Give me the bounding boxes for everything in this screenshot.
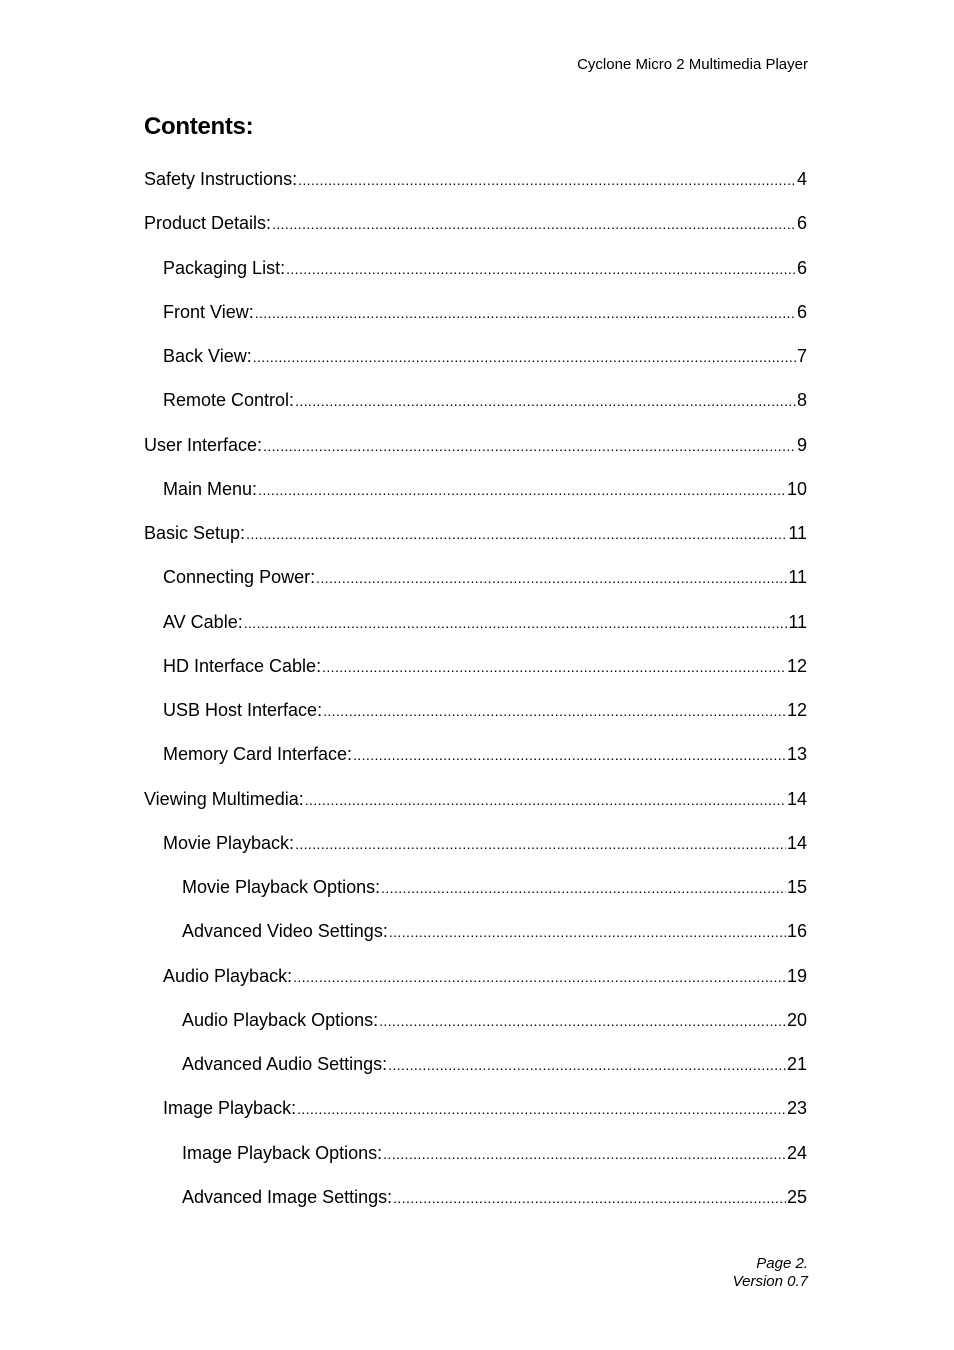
dot-leader <box>253 344 796 370</box>
toc-entry[interactable] <box>144 166 807 210</box>
toc-entry-title: Image Playback Options: <box>182 1142 383 1163</box>
toc-entry[interactable] <box>144 697 807 741</box>
dot-leader <box>293 964 786 990</box>
toc-entry[interactable] <box>144 210 807 254</box>
toc-entry-title: Advanced Audio Settings: <box>182 1054 388 1074</box>
toc-entry-title: Movie Playback: <box>163 832 295 853</box>
toc-entry-page-number: 8 <box>796 390 807 411</box>
toc-entry[interactable] <box>144 1184 807 1228</box>
toc-entry-title: Safety Instructions: <box>144 169 298 189</box>
dot-leader <box>383 1141 786 1167</box>
dot-leader <box>381 875 786 901</box>
toc-entry-page-number: 13 <box>786 744 807 765</box>
toc-entry-page-number: 10 <box>786 478 807 499</box>
page-footer <box>733 1255 808 1291</box>
dot-leader <box>286 256 796 282</box>
dot-leader <box>323 698 786 724</box>
toc-entry[interactable] <box>144 874 807 918</box>
toc-entry-page-number: 14 <box>786 832 807 853</box>
toc-entry-page-number: 16 <box>786 921 807 942</box>
toc-entry-title: AV Cable: <box>163 611 243 632</box>
dot-leader <box>379 1008 786 1034</box>
toc-entry-title: Front View: <box>163 301 254 322</box>
toc-entry-page-number: 20 <box>786 1009 807 1030</box>
toc-entry-title: Remote Control: <box>163 390 295 411</box>
dot-leader <box>255 300 796 326</box>
toc-entry-title: Advanced Image Settings: <box>182 1186 393 1207</box>
toc-entry-title: Advanced Video Settings: <box>182 921 388 942</box>
dot-leader <box>244 610 788 636</box>
toc-entry-page-number: 9 <box>796 434 807 455</box>
running-header: Cyclone Micro 2 Multimedia Player <box>577 56 808 73</box>
toc-entry-title: Main Menu: <box>163 478 258 499</box>
contents-heading: Contents: <box>144 113 254 140</box>
version-label: Version 0.7 <box>732 1273 808 1290</box>
toc-entry-title: HD Interface Cable: <box>163 655 322 676</box>
table-of-contents <box>144 166 807 1228</box>
toc-entry-title: USB Host Interface: <box>163 700 323 720</box>
dot-leader <box>353 742 786 768</box>
toc-entry[interactable] <box>144 609 807 653</box>
toc-entry-page-number: 12 <box>786 655 807 676</box>
toc-entry[interactable] <box>144 255 807 299</box>
toc-entry-title: User Interface: <box>144 434 263 455</box>
toc-entry[interactable] <box>144 963 807 1007</box>
toc-entry[interactable] <box>144 387 807 431</box>
dot-leader <box>389 919 786 945</box>
dot-leader <box>295 831 786 857</box>
toc-entry[interactable] <box>144 476 807 520</box>
toc-entry-page-number: 15 <box>786 877 807 897</box>
toc-entry[interactable] <box>144 1095 807 1139</box>
toc-entry-title: Memory Card Interface: <box>163 744 353 765</box>
dot-leader <box>246 521 787 547</box>
toc-entry-page-number: 6 <box>796 301 807 322</box>
toc-entry-page-number: 4 <box>796 169 807 189</box>
toc-entry-page-number: 24 <box>786 1142 807 1163</box>
dot-leader <box>297 1096 786 1122</box>
dot-leader <box>258 477 786 503</box>
dot-leader <box>388 1052 786 1078</box>
toc-entry[interactable] <box>144 741 807 785</box>
toc-entry-title: Basic Setup: <box>144 523 246 543</box>
toc-entry[interactable] <box>144 343 807 387</box>
toc-entry-title: Connecting Power: <box>163 567 316 588</box>
toc-entry-title: Product Details: <box>144 213 272 234</box>
toc-entry[interactable] <box>144 520 807 564</box>
toc-entry[interactable] <box>144 1051 807 1095</box>
toc-entry-page-number: 25 <box>786 1186 807 1207</box>
dot-leader <box>272 211 796 237</box>
toc-entry-page-number: 23 <box>786 1098 807 1119</box>
toc-entry-page-number: 12 <box>786 700 807 720</box>
toc-entry-page-number: 11 <box>788 523 807 543</box>
dot-leader <box>263 433 796 459</box>
toc-entry-title: Back View: <box>163 346 252 366</box>
toc-entry-page-number: 21 <box>786 1054 807 1074</box>
dot-leader <box>295 388 796 414</box>
toc-entry[interactable] <box>144 830 807 874</box>
toc-entry-page-number: 11 <box>788 567 807 588</box>
toc-entry-page-number: 6 <box>796 213 807 234</box>
toc-entry-title: Viewing Multimedia: <box>144 788 304 809</box>
toc-entry[interactable] <box>144 299 807 343</box>
toc-entry-page-number: 7 <box>796 346 807 366</box>
dot-leader <box>316 565 787 591</box>
toc-entry[interactable] <box>144 786 807 830</box>
toc-entry[interactable] <box>144 653 807 697</box>
toc-entry[interactable] <box>144 564 807 608</box>
page-number: Page 2. <box>756 1255 808 1272</box>
toc-entry-page-number: 6 <box>796 257 807 278</box>
dot-leader <box>298 167 796 193</box>
dot-leader <box>305 787 786 813</box>
toc-entry-title: Audio Playback: <box>163 965 293 986</box>
toc-entry[interactable] <box>144 1140 807 1184</box>
toc-entry-page-number: 19 <box>786 965 807 986</box>
dot-leader <box>393 1185 786 1211</box>
toc-entry-title: Packaging List: <box>163 257 286 278</box>
toc-entry[interactable] <box>144 918 807 962</box>
toc-entry-page-number: 11 <box>788 611 807 632</box>
toc-entry-page-number: 14 <box>786 788 807 809</box>
toc-entry[interactable] <box>144 1007 807 1051</box>
toc-entry-title: Movie Playback Options: <box>182 877 381 897</box>
dot-leader <box>322 654 786 680</box>
toc-entry-title: Audio Playback Options: <box>182 1009 379 1030</box>
toc-entry-title: Image Playback: <box>163 1098 297 1119</box>
toc-entry[interactable] <box>144 432 807 476</box>
